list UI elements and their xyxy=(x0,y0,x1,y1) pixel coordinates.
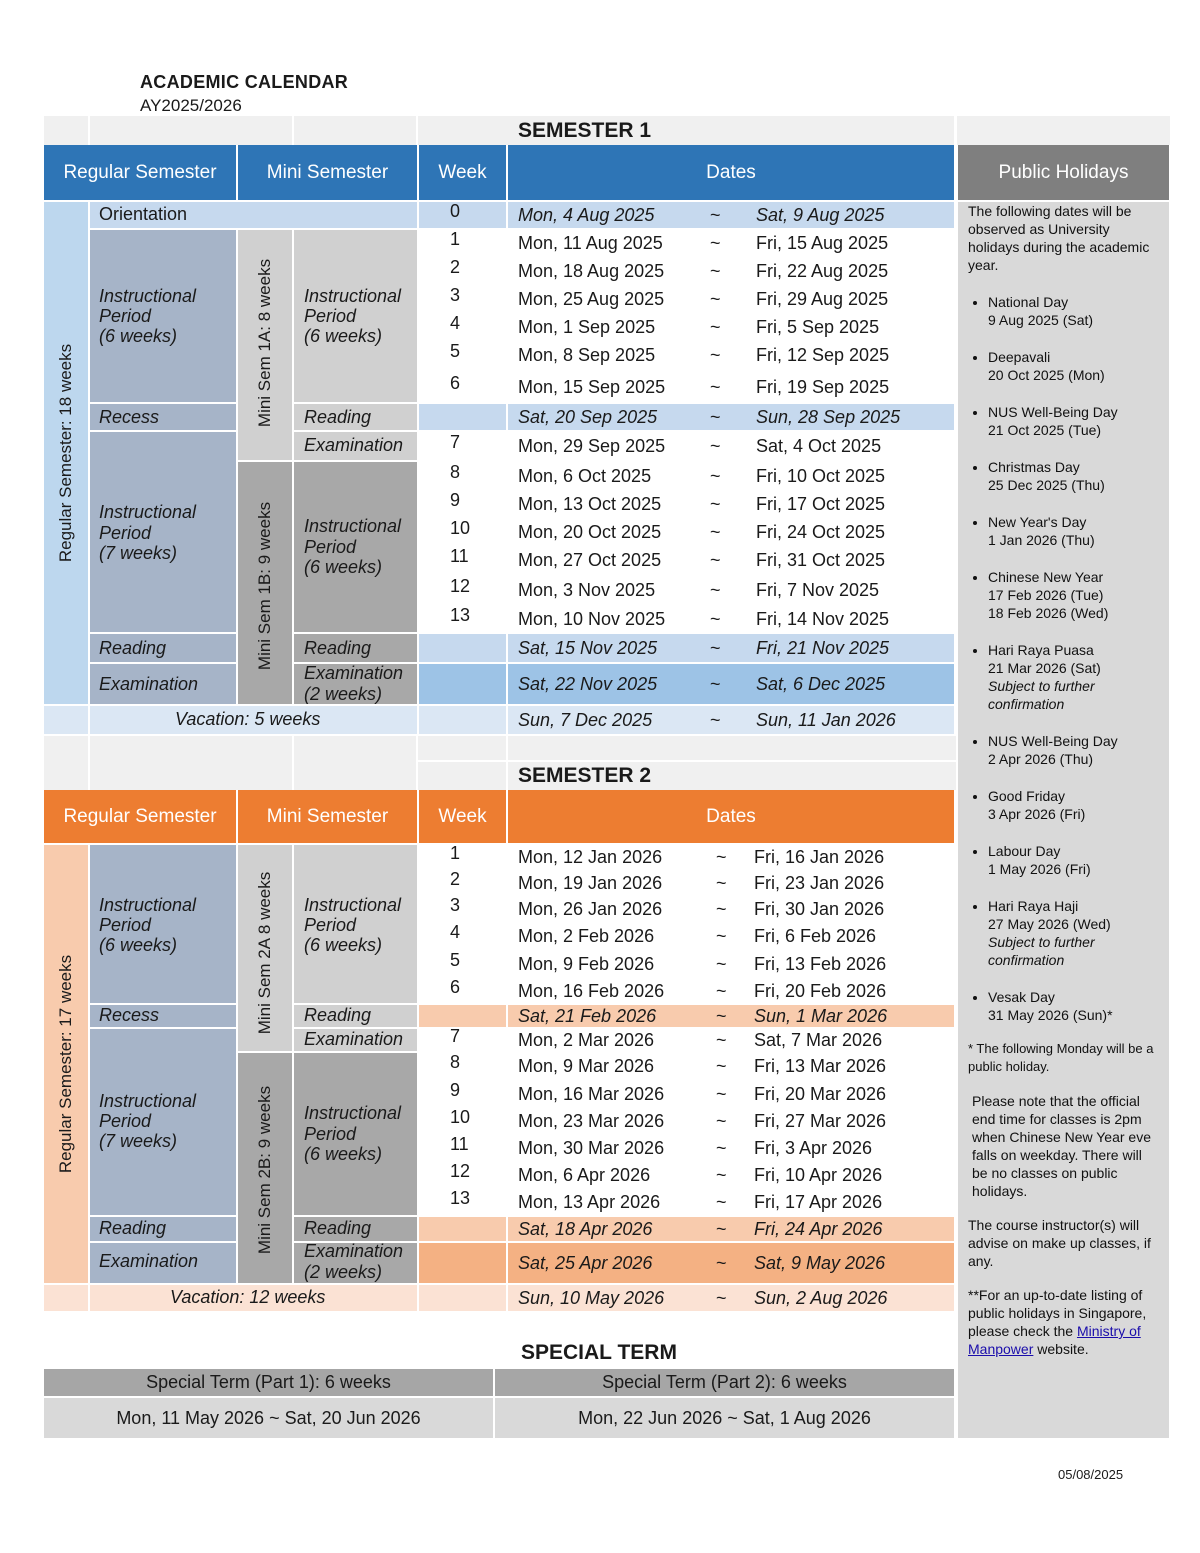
sem2-tilde: ~ xyxy=(716,1110,727,1131)
sem1-end-date: Fri, 24 Oct 2025 xyxy=(756,521,886,542)
sem1-end-date: Sat, 4 Oct 2025 xyxy=(756,435,882,456)
sem1-reading: Reading xyxy=(99,638,167,658)
sem1-mini-b-label: Mini Sem 1B: 9 weeks xyxy=(255,501,274,671)
holiday-name: • Hari Raya Haji xyxy=(988,898,1079,914)
sem1-tilde: ~ xyxy=(710,579,721,600)
holiday-date: 27 May 2026 (Wed) xyxy=(988,916,1111,932)
sem2-exam: Examination xyxy=(99,1251,199,1271)
sem2-mini-a-instr-l2: Period xyxy=(304,915,357,935)
sem1-week-number: 4 xyxy=(450,312,461,333)
sem2-start-date: Mon, 16 Feb 2026 xyxy=(518,980,665,1001)
sem1-end-date: Sun, 11 Jan 2026 xyxy=(756,709,896,730)
sem1-start-date: Mon, 25 Aug 2025 xyxy=(518,288,665,309)
sem2-mini-b-exam-l2: (2 weeks) xyxy=(304,1262,383,1282)
ministry-of-manpower-link[interactable]: Ministry of Manpower xyxy=(968,1323,1141,1357)
sem1-start-date: Sat, 15 Nov 2025 xyxy=(518,637,658,658)
sem2-week-number: 6 xyxy=(450,976,461,997)
holiday-name: • Good Friday xyxy=(988,788,1066,804)
sem2-mini-b-label: Mini Sem 2B: 9 weeks xyxy=(255,1085,274,1255)
sem1-week-cell xyxy=(419,706,506,734)
sem1-start-date: Mon, 20 Oct 2025 xyxy=(518,521,662,542)
holiday-name: • New Year's Day xyxy=(988,514,1087,530)
sem2-tilde: ~ xyxy=(716,1287,727,1308)
sem1-mini-b-exam-l2: (2 weeks) xyxy=(304,684,383,704)
holidays-note3 xyxy=(968,1286,1161,1358)
sem2-end-date: Fri, 27 Mar 2026 xyxy=(754,1110,887,1131)
sem1-end-date: Fri, 7 Nov 2025 xyxy=(756,579,880,600)
page-subtitle: AY2025/2026 xyxy=(140,96,242,115)
sem1-tilde: ~ xyxy=(710,435,721,456)
sem1-side-label: Regular Semester: 18 weeks xyxy=(56,343,75,563)
sem1-mini-b-instr-l1: Instructional xyxy=(304,516,402,536)
sem1-end-date: Fri, 14 Nov 2025 xyxy=(756,608,890,629)
sem1-end-date: Fri, 19 Sep 2025 xyxy=(756,376,890,397)
sem1-recess: Recess xyxy=(99,407,160,427)
sem2-instr1-l2: Period xyxy=(99,915,152,935)
page-title: ACADEMIC CALENDAR xyxy=(140,72,349,92)
sem1-start-date: Mon, 1 Sep 2025 xyxy=(518,316,656,337)
sem1-tilde: ~ xyxy=(710,637,721,658)
sem1-end-date: Sat, 6 Dec 2025 xyxy=(756,673,886,694)
holiday-date: 1 May 2026 (Fri) xyxy=(988,861,1091,877)
holidays-intro: The following dates will be observed as University holidays during the academic year. xyxy=(968,203,1150,273)
sem2-week-number: 9 xyxy=(450,1079,461,1100)
holiday-name: • Hari Raya Puasa xyxy=(988,642,1094,658)
special-term-title: SPECIAL TERM xyxy=(521,1341,677,1364)
sem1-tilde: ~ xyxy=(710,709,721,730)
holiday-item xyxy=(988,988,1161,1024)
special-part2-label: Special Term (Part 2): 6 weeks xyxy=(602,1372,847,1392)
sem1-end-date: Sat, 9 Aug 2025 xyxy=(756,204,885,225)
sem2-tilde: ~ xyxy=(716,1252,727,1273)
sem1-tilde: ~ xyxy=(710,608,721,629)
sem2-end-date: Fri, 13 Mar 2026 xyxy=(754,1055,887,1076)
sem2-tilde: ~ xyxy=(716,980,727,1001)
sem2-end-date: Sun, 1 Mar 2026 xyxy=(754,1005,888,1026)
holiday-date: 20 Oct 2025 (Mon) xyxy=(988,367,1105,383)
sem2-week-cell xyxy=(419,1217,506,1241)
sem2-end-date: Fri, 20 Feb 2026 xyxy=(754,980,887,1001)
holiday-date: 31 May 2026 (Sun)* xyxy=(988,1007,1113,1023)
sem1-start-date: Sat, 22 Nov 2025 xyxy=(518,673,658,694)
sem1-end-date: Fri, 17 Oct 2025 xyxy=(756,493,886,514)
holiday-note: Subject to further confirmation xyxy=(988,934,1095,968)
sem2-week-number: 13 xyxy=(450,1187,471,1208)
sem2-tilde: ~ xyxy=(716,872,727,893)
sem1-mini-b-instr-l2: Period xyxy=(304,537,357,557)
sem1-col-mini: Mini Semester xyxy=(238,145,417,200)
sem1-instr1-l1: Instructional xyxy=(99,286,197,306)
holiday-item xyxy=(988,348,1161,384)
sem1-title: SEMESTER 1 xyxy=(518,119,652,142)
sem2-week-number: 1 xyxy=(450,842,461,863)
sem1-start-date: Mon, 29 Sep 2025 xyxy=(518,435,666,456)
holiday-date: 25 Dec 2025 (Thu) xyxy=(988,477,1105,493)
sem1-tilde: ~ xyxy=(710,493,721,514)
sem2-mini-b-exam-l1: Examination xyxy=(304,1241,404,1261)
holiday-date: 2 Apr 2026 (Thu) xyxy=(988,751,1094,767)
sem2-start-date: Sat, 21 Feb 2026 xyxy=(518,1005,657,1026)
sem2-week-cell xyxy=(419,1285,506,1311)
sem2-week-cell xyxy=(419,1005,506,1027)
sem1-tilde: ~ xyxy=(710,204,721,225)
sem2-tilde: ~ xyxy=(716,1137,727,1158)
holiday-name: • Vesak Day xyxy=(988,989,1055,1005)
sem1-mini-a-reading: Reading xyxy=(304,407,372,427)
sem1-week-number: 6 xyxy=(450,372,461,393)
sem2-week-number: 5 xyxy=(450,949,461,970)
sem1-tilde: ~ xyxy=(710,316,721,337)
holiday-note: Subject to further confirmation xyxy=(988,678,1095,712)
sem1-vacation-side xyxy=(44,706,88,734)
sem2-col-dates: Dates xyxy=(508,790,954,843)
sem2-col-regular: Regular Semester xyxy=(44,790,236,843)
sem2-start-date: Mon, 9 Mar 2026 xyxy=(518,1055,655,1076)
sem1-week-number: 5 xyxy=(450,340,461,361)
sem2-end-date: Fri, 17 Apr 2026 xyxy=(754,1191,883,1212)
sem1-end-date: Fri, 29 Aug 2025 xyxy=(756,288,889,309)
holiday-name: • Deepavali xyxy=(988,349,1051,365)
sem2-vacation: Vacation: 12 weeks xyxy=(170,1287,326,1307)
holidays-note3-prefix: **For an up-to-date listing of public holidays in Singapore, please check the xyxy=(968,1287,1147,1339)
sem1-start-date: Mon, 15 Sep 2025 xyxy=(518,376,666,397)
sem2-tilde: ~ xyxy=(716,1191,727,1212)
sem1-week-cell xyxy=(419,634,506,662)
sem2-tilde: ~ xyxy=(716,898,727,919)
sem1-instr1-l3: (6 weeks) xyxy=(99,326,178,346)
holiday-item xyxy=(988,568,1161,622)
sem1-end-date: Sun, 28 Sep 2025 xyxy=(756,406,901,427)
sem1-col-regular: Regular Semester xyxy=(44,145,236,200)
holiday-item xyxy=(988,403,1161,439)
sem2-end-date: Fri, 20 Mar 2026 xyxy=(754,1083,887,1104)
sem2-mini-b-instr-l2: Period xyxy=(304,1124,357,1144)
holiday-name: • NUS Well-Being Day xyxy=(988,733,1118,749)
sem1-start-date: Mon, 3 Nov 2025 xyxy=(518,579,656,600)
sem1-col-week: Week xyxy=(419,145,506,200)
sem2-instr1-l3: (6 weeks) xyxy=(99,935,178,955)
sem1-tilde: ~ xyxy=(710,232,721,253)
special-part2-dates: Mon, 22 Jun 2026 ~ Sat, 1 Aug 2026 xyxy=(578,1407,871,1428)
sem1-end-date: Fri, 12 Sep 2025 xyxy=(756,344,890,365)
sem2-end-date: Sat, 9 May 2026 xyxy=(754,1252,886,1273)
sem1-tilde: ~ xyxy=(710,288,721,309)
sem2-week-number: 7 xyxy=(450,1025,461,1046)
sem2-instr1-l1: Instructional xyxy=(99,895,197,915)
sem2-start-date: Mon, 30 Mar 2026 xyxy=(518,1137,665,1158)
sem1-end-date: Fri, 5 Sep 2025 xyxy=(756,316,880,337)
sem2-week-cell xyxy=(419,1243,506,1283)
sem1-mini-b-reading: Reading xyxy=(304,638,372,658)
sem1-week-number: 2 xyxy=(450,256,461,277)
sem1-tilde: ~ xyxy=(710,521,721,542)
holiday-item xyxy=(988,897,1161,969)
sem-gap-band xyxy=(44,736,956,790)
sem2-end-date: Fri, 6 Feb 2026 xyxy=(754,925,877,946)
holiday-date: 17 Feb 2026 (Tue) xyxy=(988,587,1104,603)
sem2-start-date: Mon, 2 Feb 2026 xyxy=(518,925,655,946)
sem2-reading: Reading xyxy=(99,1218,167,1238)
sem1-start-date: Mon, 11 Aug 2025 xyxy=(518,232,663,253)
special-part2-header xyxy=(495,1369,954,1396)
sem2-end-date: Sun, 2 Aug 2026 xyxy=(754,1287,888,1308)
sem2-start-date: Sun, 10 May 2026 xyxy=(518,1287,665,1308)
sem2-title: SEMESTER 2 xyxy=(518,764,652,787)
holiday-item xyxy=(988,513,1161,549)
sem2-tilde: ~ xyxy=(716,846,727,867)
holidays-panel xyxy=(958,202,1169,1438)
sem2-start-date: Sat, 18 Apr 2026 xyxy=(518,1218,653,1239)
sem2-instr2-l3: (7 weeks) xyxy=(99,1131,178,1151)
sem1-col-dates: Dates xyxy=(508,145,954,200)
sem1-end-date: Fri, 22 Aug 2025 xyxy=(756,260,889,281)
holiday-item xyxy=(988,732,1161,768)
sem2-week-number: 11 xyxy=(450,1133,469,1154)
special-part1-label: Special Term (Part 1): 6 weeks xyxy=(146,1372,391,1392)
sem1-start-date: Mon, 6 Oct 2025 xyxy=(518,465,652,486)
sem1-week-number: 10 xyxy=(450,517,471,538)
sem2-week-number: 8 xyxy=(450,1051,461,1072)
sem1-week-number: 13 xyxy=(450,604,471,625)
holiday-date: 3 Apr 2026 (Fri) xyxy=(988,806,1086,822)
sem2-mini-a-instr-l1: Instructional xyxy=(304,895,402,915)
sem2-mini-a-instr-l3: (6 weeks) xyxy=(304,935,383,955)
sem2-end-date: Fri, 24 Apr 2026 xyxy=(754,1218,883,1239)
holiday-item xyxy=(988,842,1161,878)
sem2-col-week: Week xyxy=(419,790,506,843)
sem2-start-date: Mon, 26 Jan 2026 xyxy=(518,898,663,919)
sem1-start-date: Mon, 18 Aug 2025 xyxy=(518,260,665,281)
sem2-week-number: 10 xyxy=(450,1106,471,1127)
sem1-mini-a-instr-l3: (6 weeks) xyxy=(304,326,383,346)
sem2-end-date: Fri, 16 Jan 2026 xyxy=(754,846,885,867)
sem2-start-date: Mon, 12 Jan 2026 xyxy=(518,846,663,867)
sem1-mini-a-instr-l1: Instructional xyxy=(304,286,402,306)
sem1-tilde: ~ xyxy=(710,344,721,365)
sem2-week-number: 4 xyxy=(450,921,461,942)
sem1-week-number: 11 xyxy=(450,545,469,566)
sem2-tilde: ~ xyxy=(716,1055,727,1076)
sem1-mini-a-label: Mini Sem 1A: 8 weeks xyxy=(255,258,274,428)
sem1-instr2-l1: Instructional xyxy=(99,502,197,522)
holidays-note2: The course instructor(s) will advise on make up classes, if any. xyxy=(968,1217,1151,1269)
sem2-end-date: Fri, 23 Jan 2026 xyxy=(754,872,885,893)
holiday-name: • NUS Well-Being Day xyxy=(988,404,1118,420)
sem2-tilde: ~ xyxy=(716,1005,727,1026)
sem2-start-date: Mon, 2 Mar 2026 xyxy=(518,1029,655,1050)
sem2-mini-a-label: Mini Sem 2A 8 weeks xyxy=(255,871,274,1035)
sem2-week-number: 12 xyxy=(450,1160,471,1181)
sem2-end-date: Fri, 3 Apr 2026 xyxy=(754,1137,873,1158)
sem2-tilde: ~ xyxy=(716,1083,727,1104)
sem1-end-date: Fri, 21 Nov 2025 xyxy=(756,637,890,658)
sem1-week-number: 7 xyxy=(450,431,461,452)
holiday-name: • Labour Day xyxy=(988,843,1061,859)
sem2-tilde: ~ xyxy=(716,1164,727,1185)
holidays-header: Public Holidays xyxy=(958,145,1169,200)
sem1-end-date: Fri, 15 Aug 2025 xyxy=(756,232,889,253)
holiday-name: • Christmas Day xyxy=(988,459,1080,475)
sem1-tilde: ~ xyxy=(710,406,721,427)
sem1-week-cell xyxy=(419,404,506,430)
sem2-start-date: Mon, 9 Feb 2026 xyxy=(518,953,655,974)
sem2-col-mini: Mini Semester xyxy=(238,790,417,843)
sem1-week-number: 12 xyxy=(450,575,471,596)
sem2-week-number: 3 xyxy=(450,894,461,915)
sem2-start-date: Mon, 19 Jan 2026 xyxy=(518,872,663,893)
sem1-tilde: ~ xyxy=(710,549,721,570)
sem2-mini-b-reading: Reading xyxy=(304,1218,372,1238)
holiday-item xyxy=(988,787,1161,823)
sem1-instr2-l2: Period xyxy=(99,523,152,543)
sem2-mini-a-reading: Reading xyxy=(304,1005,372,1025)
sem1-start-date: Mon, 13 Oct 2025 xyxy=(518,493,662,514)
sem1-tilde: ~ xyxy=(710,465,721,486)
sem2-end-date: Fri, 30 Jan 2026 xyxy=(754,898,885,919)
sem1-week-number: 9 xyxy=(450,489,461,510)
holidays-note3-suffix: website. xyxy=(1033,1341,1089,1357)
sem1-week-number: 0 xyxy=(450,200,461,221)
holiday-date: 1 Jan 2026 (Thu) xyxy=(988,532,1095,548)
holidays-note1: Please note that the official end time for classes is 2pm when Chinese New Year eve falls on weekday. There will be no classes on public holidays. xyxy=(972,1093,1152,1199)
sem2-week-number: 2 xyxy=(450,868,461,889)
sem2-mini-b-instr-l3: (6 weeks) xyxy=(304,1144,383,1164)
sem2-start-date: Mon, 6 Apr 2026 xyxy=(518,1164,651,1185)
sem1-mini-b-exam-l1: Examination xyxy=(304,663,404,683)
sem1-start-date: Mon, 27 Oct 2025 xyxy=(518,549,662,570)
sem1-start-date: Sat, 20 Sep 2025 xyxy=(518,406,658,427)
sem2-start-date: Mon, 23 Mar 2026 xyxy=(518,1110,665,1131)
sem1-week-number: 3 xyxy=(450,284,461,305)
sem2-mini-b-instr-l1: Instructional xyxy=(304,1103,402,1123)
sem1-mini-a-exam: Examination xyxy=(304,435,404,455)
special-part1-header xyxy=(44,1369,493,1396)
sem2-tilde: ~ xyxy=(716,1218,727,1239)
sem1-mini-b-instr-l3: (6 weeks) xyxy=(304,557,383,577)
sem1-start-date: Mon, 8 Sep 2025 xyxy=(518,344,656,365)
sem1-start-date: Mon, 10 Nov 2025 xyxy=(518,608,666,629)
sem2-instr2-l2: Period xyxy=(99,1111,152,1131)
holiday-date: 18 Feb 2026 (Wed) xyxy=(988,605,1109,621)
sem1-week-number: 8 xyxy=(450,461,461,482)
holiday-item xyxy=(988,293,1161,329)
holiday-item xyxy=(988,458,1161,494)
sem2-tilde: ~ xyxy=(716,953,727,974)
special-part2-dates-cell xyxy=(495,1398,954,1438)
holiday-item xyxy=(988,641,1161,713)
holiday-date: 9 Aug 2025 (Sat) xyxy=(988,312,1094,328)
holidays-footnote: * The following Monday will be a public holiday. xyxy=(968,1041,1154,1074)
sem2-start-date: Mon, 16 Mar 2026 xyxy=(518,1083,665,1104)
sem1-week-cell xyxy=(419,202,506,228)
sem1-mini-a-instr-l2: Period xyxy=(304,306,357,326)
sem1-tilde: ~ xyxy=(710,673,721,694)
sem2-vacation-side xyxy=(44,1285,88,1311)
sem2-tilde: ~ xyxy=(716,1029,727,1050)
sem2-recess: Recess xyxy=(99,1005,160,1025)
sem1-tilde: ~ xyxy=(710,376,721,397)
sem1-instr1-l2: Period xyxy=(99,306,152,326)
sem2-start-date: Mon, 13 Apr 2026 xyxy=(518,1191,661,1212)
sem1-tilde: ~ xyxy=(710,260,721,281)
sem1-exam: Examination xyxy=(99,674,199,694)
sem2-end-date: Sat, 7 Mar 2026 xyxy=(754,1029,883,1050)
sem2-tilde: ~ xyxy=(716,925,727,946)
sem1-start-date: Sun, 7 Dec 2025 xyxy=(518,709,653,730)
footer-date: 05/08/2025 xyxy=(1058,1467,1124,1482)
special-part1-dates: Mon, 11 May 2026 ~ Sat, 20 Jun 2026 xyxy=(116,1407,421,1428)
sem1-start-date: Mon, 4 Aug 2025 xyxy=(518,204,655,225)
sem1-vacation: Vacation: 5 weeks xyxy=(175,709,321,729)
sem1-week-number: 1 xyxy=(450,228,461,249)
sem1-orientation: Orientation xyxy=(99,204,188,224)
sem2-side-label: Regular Semester: 17 weeks xyxy=(56,954,75,1174)
sem1-instr2-l3: (7 weeks) xyxy=(99,543,178,563)
sem2-end-date: Fri, 10 Apr 2026 xyxy=(754,1164,883,1185)
holiday-name: • Chinese New Year xyxy=(988,569,1104,585)
holiday-date: 21 Mar 2026 (Sat) xyxy=(988,660,1101,676)
sem1-end-date: Fri, 10 Oct 2025 xyxy=(756,465,886,486)
sem1-week-cell xyxy=(419,664,506,704)
sem2-end-date: Fri, 13 Feb 2026 xyxy=(754,953,887,974)
holiday-name: • National Day xyxy=(988,294,1069,310)
sem2-instr2-l1: Instructional xyxy=(99,1091,197,1111)
holidays-list xyxy=(968,293,1161,1024)
sem2-mini-a-exam: Examination xyxy=(304,1029,404,1049)
sem2-start-date: Sat, 25 Apr 2026 xyxy=(518,1252,653,1273)
sem1-end-date: Fri, 31 Oct 2025 xyxy=(756,549,886,570)
special-part1-dates-cell xyxy=(44,1398,493,1438)
holiday-date: 21 Oct 2025 (Tue) xyxy=(988,422,1102,438)
